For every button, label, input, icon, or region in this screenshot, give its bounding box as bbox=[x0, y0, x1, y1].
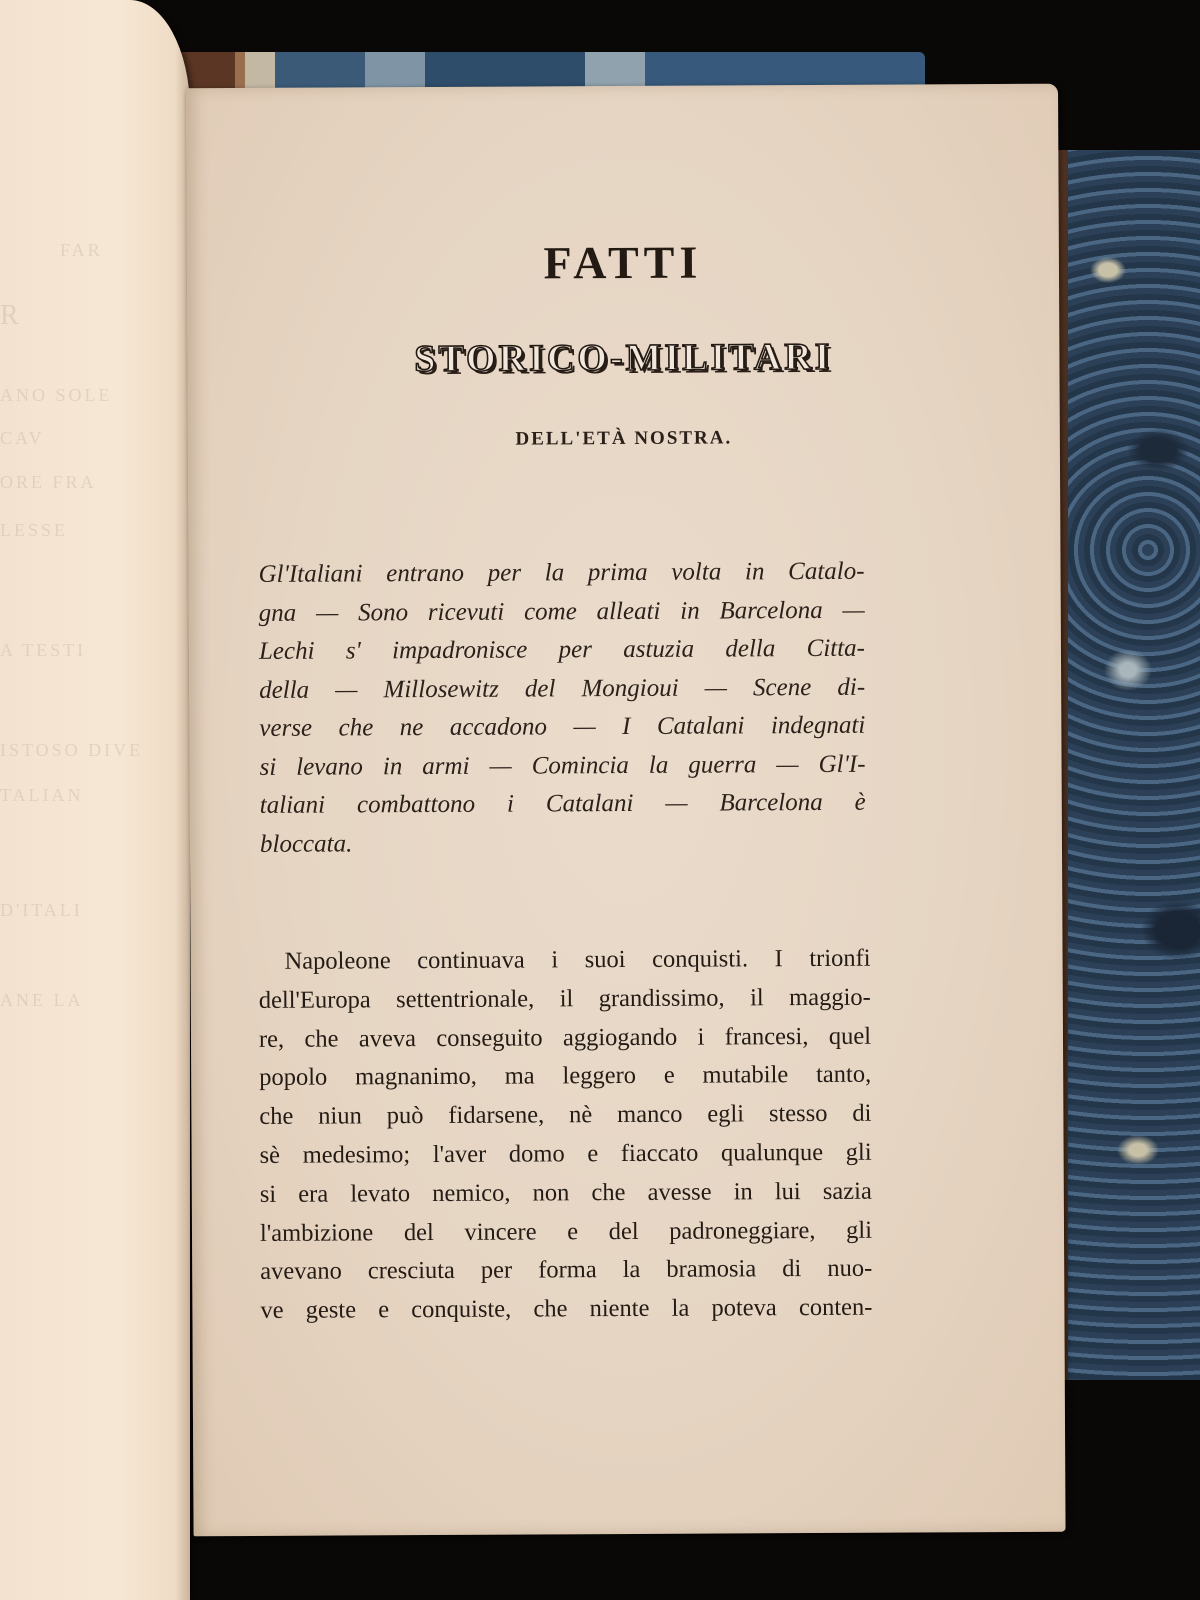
right-page bbox=[186, 84, 1066, 1537]
ghost-text: FAR bbox=[60, 240, 103, 260]
title-subtitle: STORICO-MILITARI bbox=[414, 335, 833, 381]
summary-line: taliani combattono i Catalani — Barcelona è bbox=[259, 788, 866, 819]
body-line: Napoleone continuava i suoi conquisti. I trionfi bbox=[284, 944, 871, 975]
summary-line: Lechi s' impadronisce per astuzia della Citta- bbox=[258, 634, 866, 665]
summary-line: Gl'Italiani entrano per la prima volta in Catalo- bbox=[258, 557, 865, 588]
summary-line: bloccata. bbox=[259, 829, 353, 858]
body-line: avevano cresciuta per forma la bramosia di nuo- bbox=[260, 1255, 873, 1286]
ghost-text: ANE LA bbox=[0, 990, 84, 1010]
ghost-text: TALIAN bbox=[0, 785, 84, 805]
summary-line: della — Millosewitz del Mongioui — Scene di- bbox=[259, 673, 866, 704]
ghost-text: A TESTI bbox=[0, 640, 87, 660]
summary-line: verse che ne accadono — I Catalani indegnati bbox=[259, 711, 866, 742]
left-page bbox=[0, 0, 190, 1600]
ghost-text: R bbox=[0, 300, 22, 331]
title-small: DELL'ETÀ NOSTRA. bbox=[515, 427, 733, 450]
ghost-text: ANO SOLE bbox=[0, 385, 113, 405]
summary-line: si levano in armi — Comincia la guerra — Gl'I- bbox=[259, 750, 866, 781]
marbled-paper-cover bbox=[1068, 150, 1200, 1380]
body-paragraph bbox=[258, 940, 872, 1331]
body-line: dell'Europa settentrionale, il grandissimo, il maggio- bbox=[258, 983, 871, 1014]
body-line: sè medesimo; l'aver domo e fiaccato qualunque gli bbox=[259, 1138, 872, 1169]
body-line: re, che aveva conseguito aggiogando i francesi, quel bbox=[258, 1022, 872, 1053]
body-line: l'ambizione del vincere e del padroneggiare, gli bbox=[259, 1216, 873, 1247]
title-main: FATTI bbox=[543, 236, 703, 289]
body-line: popolo magnanimo, ma leggero e mutabile tanto, bbox=[259, 1061, 872, 1092]
body-line: si era levato nemico, non che avesse in lui sazia bbox=[259, 1177, 872, 1208]
ghost-text: LESSE bbox=[0, 520, 69, 540]
ghost-text: D'ITALI bbox=[0, 900, 83, 920]
ghost-text: CAV bbox=[0, 428, 45, 448]
body-line: che niun può fidarsene, nè manco egli stesso di bbox=[259, 1099, 872, 1131]
summary-line: gna — Sono ricevuti come alleati in Barcelona — bbox=[258, 596, 865, 627]
chapter-summary bbox=[258, 553, 866, 864]
ghost-text: ISTOSO DIVE bbox=[0, 740, 144, 760]
ghost-text: ORE FRA bbox=[0, 472, 97, 492]
body-line: ve geste e conquiste, che niente la poteva conten- bbox=[260, 1293, 873, 1325]
